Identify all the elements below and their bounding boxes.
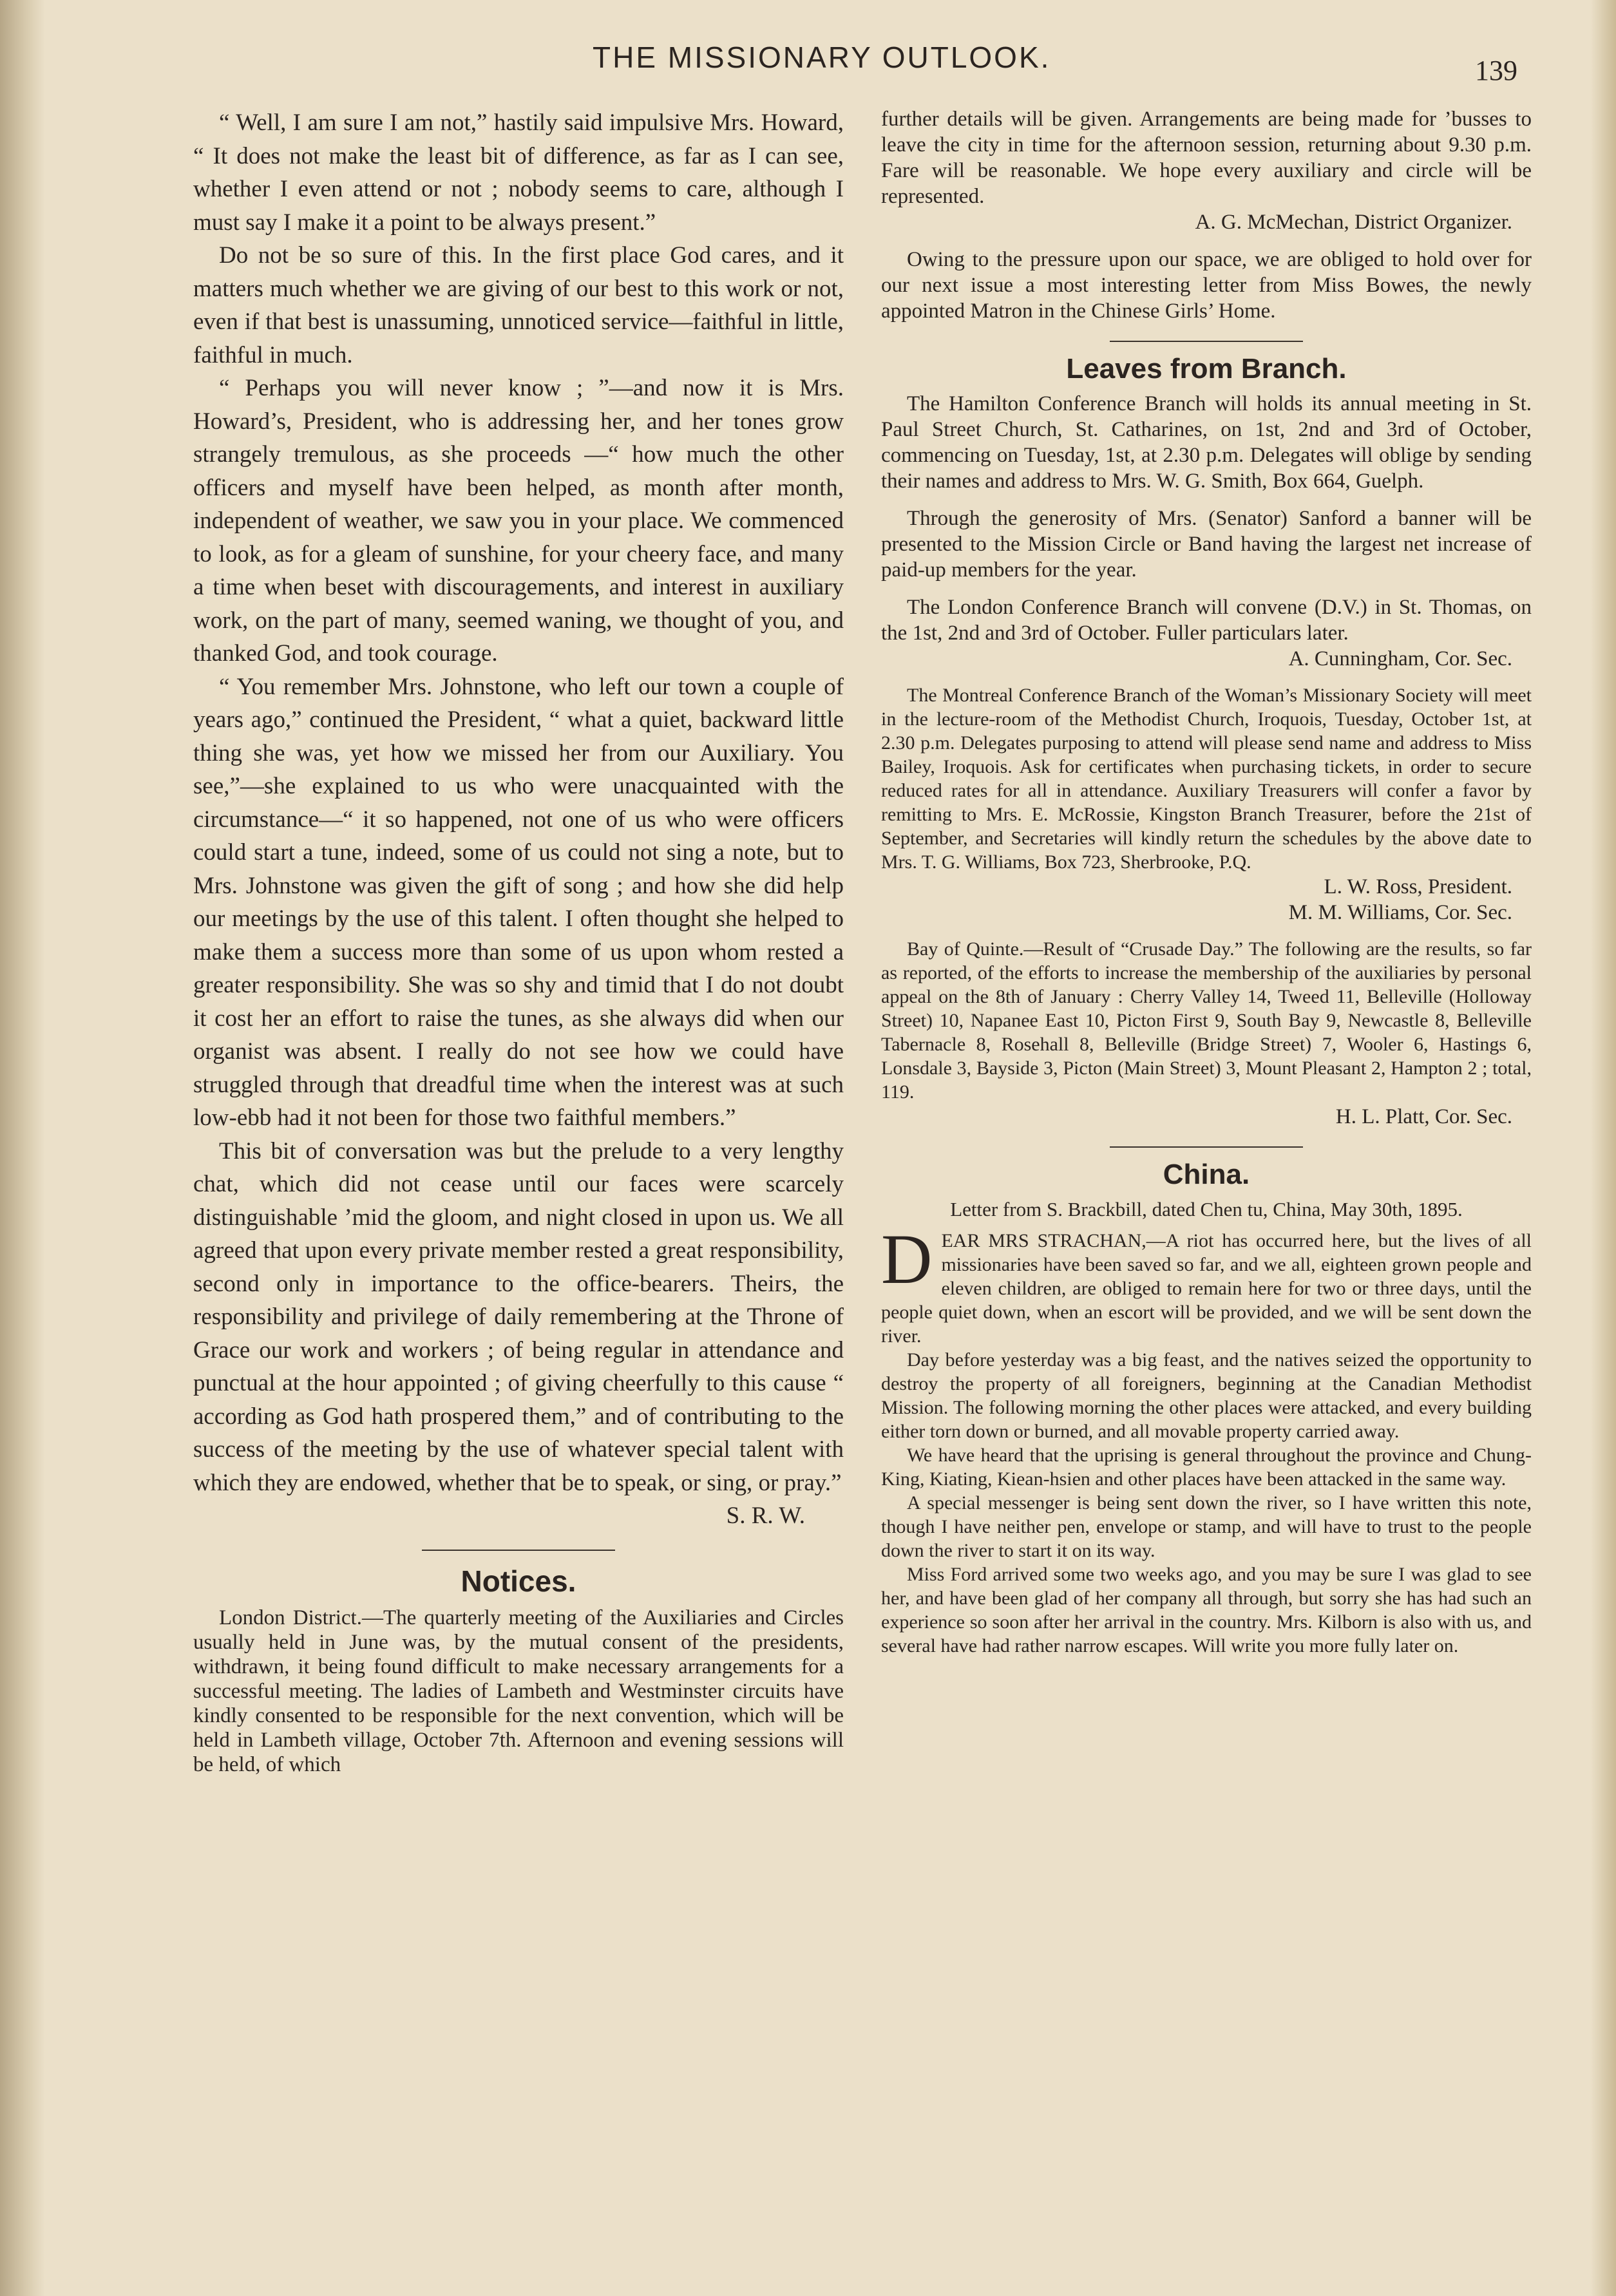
story-paragraph: This bit of conversation was but the prelude to a very lengthy chat, which did not cease until our faces were scarcely distinguishable ’mid the gloom, and night closed in upon us. We all agreed that upon every private member rested a great responsibility, second only in importance to the office-bearers. Theirs, the responsibility and privilege of daily remembering at the Throne of Grace our work and workers ; of being regular in attendance and punctual at the hour appointed ; of giving cheerfully to this cause “ according as God hath prospered them,” and of contributing to the success of the meeting by the use of whatever special talent with which they are endowed, whether that be to speak, or sing, or pray.”: [193, 1137, 844, 1496]
running-head: THE MISSIONARY OUTLOOK.: [593, 41, 1051, 74]
right-column: [881, 106, 1532, 1658]
china-letter: [881, 1220, 1532, 1658]
branch-montreal-signature-2: M. M. Williams, Cor. Sec.: [1288, 901, 1512, 924]
drop-cap: D: [881, 1220, 933, 1298]
branch-title: Leaves from Branch.: [1066, 353, 1347, 384]
binding-gutter: [0, 0, 45, 2296]
section-divider: [1110, 1146, 1303, 1148]
section-divider: [1110, 341, 1303, 342]
page-header: [0, 40, 1616, 91]
story-paragraph: Do not be so sure of this. In the first place God cares, and it matters much whether we are giving of our best to this work or not, even if that best is unassuming, unnoticed service—faithful in little, faithful in much.: [193, 242, 844, 368]
notice-signature: A. G. McMechan, District Organizer.: [1195, 211, 1512, 234]
notice-owing: Owing to the pressure upon our space, we are obliged to hold over for our next issue a most interesting letter from Miss Bowes, the newly appointed Matron in the Chinese Girls’ Home.: [881, 248, 1532, 323]
page-number: 139: [1475, 55, 1517, 86]
china-paragraph: Day before yesterday was a big feast, and the natives seized the opportunity to destroy the property of all foreigners, beginning at the Canadian Methodist Mission. The following morning the other places were attacked, and every building either torn down or burned, and all movable property carried away.: [881, 1349, 1532, 1442]
branch-london-signature: A. Cunningham, Cor. Sec.: [1288, 647, 1512, 670]
branch-montreal-signature-1: L. W. Ross, President.: [1324, 875, 1512, 898]
notices-section: [193, 1606, 844, 1777]
section-divider: [422, 1550, 615, 1551]
page-edge: [1590, 0, 1616, 2296]
china-paragraph: Miss Ford arrived some two weeks ago, and you may be sure I was glad to see her, and have been glad of her company all through, but sorry she has had such an experience so soon after her arrival in the country. Mrs. Kilborn is also with us, and several have had rather narrow escapes. Will write you more fully later on.: [881, 1564, 1532, 1656]
branch-bay-of-quinte: Bay of Quinte.—Result of “Crusade Day.” The following are the results, so far as reported, of the efforts to increase the membership of the auxiliaries by personal appeal on the 8th of January : Cherry Valley 14, Tweed 11, Belleville (Holloway Street) 10, Napanee East 10, Picton First 9, South Bay 9, Newcastle 8, Belleville Tabernacle 8, Rosehall 8, Belleville (Bridge Street) 7, Wooler 6, Hastings 6, Lonsdale 3, Bayside 3, Picton (Main Street) 3, Mount Pleasant 2, Hampton 2 ; total, 119.: [881, 938, 1532, 1103]
notice-london-continued: further details will be given. Arrangements are being made for ’busses to leave the city in time for the afternoon session, returning about 9.30 p.m. Fare will be reasonable. We hope every auxiliary and circle will be represented.: [881, 108, 1532, 208]
left-column: [193, 106, 844, 1777]
story-paragraph: “ Well, I am sure I am not,” hastily said impulsive Mrs. Howard, “ It does not make the least bit of difference, as far as I can see, whether I even attend or not ; nobody seems to care, although I must say I make it a point to be always present.”: [193, 109, 844, 236]
china-paragraph: A special messenger is being sent down the river, so I have written this note, though I have neither pen, envelope or stamp, and will have to trust to the people down the river to start it on its way.: [881, 1492, 1532, 1561]
branch-london: The London Conference Branch will convene (D.V.) in St. Thomas, on the 1st, 2nd and 3rd of October. Fuller particulars later.: [881, 596, 1532, 645]
china-paragraph: We have heard that the uprising is general throughout the province and Chung-King, Kiating, Kiean-hsien and other places have been attacked in the same way.: [881, 1445, 1532, 1490]
branch-bay-signature: H. L. Platt, Cor. Sec.: [1335, 1105, 1512, 1128]
branch-hamilton: The Hamilton Conference Branch will holds its annual meeting in St. Paul Street Church, St. Catharines, on 1st, 2nd and 3rd of October, commencing on Tuesday, 1st, at 2.30 p.m. Delegates will oblige by sending their names and address to Mrs. W. G. Smith, Box 664, Guelph.: [881, 392, 1532, 493]
story-paragraph: “ Perhaps you will never know ; ”—and now it is Mrs. Howard’s, President, who is addressing her, and her tones grow strangely tremulous, as she proceeds —“ how much the other officers and myself have been helped, as month after month, independent of weather, we saw you in your place. We commenced to look, as for a gleam of sunshine, for your cheery face, and many a time when beset with discouragements, and interest in auxiliary work, on the part of many, seemed waning, we thought of you, and thanked God, and took courage.: [193, 375, 844, 667]
notice-london-district: London District.—The quarterly meeting of the Auxiliaries and Circles usually held in June was, by the mutual consent of the presidents, withdrawn, it being found difficult to make necessary arrangements for a successful meeting. The ladies of Lambeth and Westminster circuits have kindly consented to be responsible for the next convention, which will be held in Lambeth village, October 7th. Afternoon and evening sessions will be held, of which: [193, 1606, 844, 1776]
china-title: China.: [1163, 1159, 1250, 1190]
branch-montreal: The Montreal Conference Branch of the Woman’s Missionary Society will meet in the lecture-room of the Methodist Church, Iroquois, Tuesday, October 1st, at 2.30 p.m. Delegates purposing to attend will please send name and address to Miss Bailey, Iroquois. Ask for certificates when purchasing tickets, in order to secure reduced rates for all in attendance. Auxiliary Treasurers will confer a favor by remitting to Mrs. E. McRossie, Kingston Branch Treasurer, before the 21st of September, and Secretaries will kindly return the schedules by the above date to Mrs. T. G. Williams, Box 723, Sherbrooke, P.Q.: [881, 685, 1532, 873]
notices-title: Notices.: [461, 1564, 576, 1598]
china-byline: Letter from S. Brackbill, dated Chen tu, China, May 30th, 1895.: [950, 1198, 1463, 1220]
branch-through: Through the generosity of Mrs. (Senator) Sanford a banner will be presented to the Mission Circle or Band having the largest net increase of paid-up members for the year.: [881, 507, 1532, 582]
china-paragraph: EAR MRS STRACHAN,—A riot has occurred here, but the lives of all missionaries have been saved so far, and we all, eighteen grown people and eleven children, are obliged to remain here for two or three days, until the people quiet down, when an escort will be provided, and we will be sent down the river.: [881, 1230, 1532, 1347]
story-signature: S. R. W.: [726, 1503, 805, 1529]
story-paragraph: “ You remember Mrs. Johnstone, who left our town a couple of years ago,” continued the President, “ what a quiet, backward little thing she was, yet how we missed her from our Auxiliary. You see,”—she explained to us who were unacquainted with the circumstance—“ it so happened, not one of us who were officers could start a tune, indeed, some of us could not sing a note, but to Mrs. Johnstone was given the gift of song ; and how she did help our meetings by the use of this talent. I often thought she helped to make them a success more than some of us upon whom rested a greater responsibility. She was so shy and timid that I do not doubt it cost her an effort to raise the tunes, as she always did when our organist was absent. I really do not see how we could have struggled through that dreadful time when the interest was at such low-ebb had it not been for those two faithful members.”: [193, 673, 844, 1131]
